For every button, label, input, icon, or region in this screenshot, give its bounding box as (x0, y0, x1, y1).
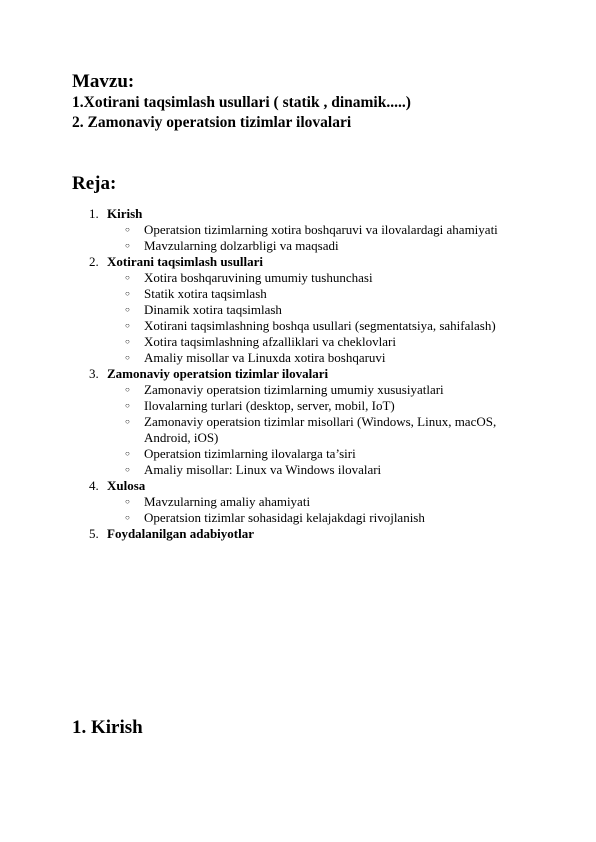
plan-subitem (0, 318, 596, 334)
plan-subitem (0, 446, 596, 462)
subitem-text: Statik xotira taqsimlash (144, 286, 267, 301)
plan-subitem (0, 238, 596, 254)
section-number: 4. (89, 478, 99, 493)
subitem-text: Xotira boshqaruvining umumiy tushunchasi (144, 270, 373, 285)
circle-bullet-icon: ○ (125, 401, 130, 410)
section-title: Zamonaviy operatsion tizimlar ilovalari (107, 366, 329, 381)
circle-bullet-icon: ○ (125, 241, 130, 250)
subitem-text: Amaliy misollar va Linuxda xotira boshqaruvi (144, 350, 386, 365)
plan-subitem (0, 398, 596, 414)
subitem-text: Mavzularning amaliy ahamiyati (144, 494, 311, 509)
subitem-text: Xotirani taqsimlashning boshqa usullari (segmentatsiya, sahifalash) (144, 318, 496, 333)
section-number: 5. (89, 526, 99, 541)
plan-section (0, 206, 596, 222)
plan-subitem (0, 334, 596, 350)
subitem-text: Operatsion tizimlarning xotira boshqaruvi va ilovalardagi ahamiyati (144, 222, 498, 237)
plan-subitem (0, 462, 596, 478)
plan-subitem (0, 222, 596, 238)
subitem-text: Zamonaviy operatsion tizimlarning umumiy xususiyatlari (144, 382, 444, 397)
section-title: Kirish (107, 206, 143, 221)
section-title: Xulosa (107, 478, 146, 493)
subitem-text: Ilovalarning turlari (desktop, server, mobil, IoT) (144, 398, 395, 413)
subitem-text: Xotira taqsimlashning afzalliklari va cheklovlari (144, 334, 396, 349)
subitem-text: Operatsion tizimlarning ilovalarga ta’siri (144, 446, 356, 461)
plan-subitem (0, 494, 596, 510)
section-number: 3. (89, 366, 99, 381)
topic-2: 2. Zamonaviy operatsion tizimlar ilovalari (72, 114, 352, 131)
section-title: Xotirani taqsimlash usullari (107, 254, 264, 269)
circle-bullet-icon: ○ (125, 513, 130, 522)
section-number: 1. (89, 206, 99, 221)
circle-bullet-icon: ○ (125, 449, 130, 458)
plan-section (0, 254, 596, 270)
circle-bullet-icon: ○ (125, 225, 130, 234)
circle-bullet-icon: ○ (125, 385, 130, 394)
plan-subitem (0, 382, 596, 398)
circle-bullet-icon: ○ (125, 465, 130, 474)
subitem-text: Zamonaviy operatsion tizimlar misollari (Windows, Linux, macOS, Android, iOS) (144, 414, 497, 445)
circle-bullet-icon: ○ (125, 273, 130, 282)
plan-list (0, 206, 596, 542)
mavzu-label: Mavzu: (72, 71, 135, 92)
subitem-text: Dinamik xotira taqsimlash (144, 302, 282, 317)
circle-bullet-icon: ○ (125, 321, 130, 330)
plan-section (0, 526, 596, 542)
plan-subitem (0, 270, 596, 286)
subitem-text: Operatsion tizimlar sohasidagi kelajakdagi rivojlanish (144, 510, 425, 525)
circle-bullet-icon: ○ (125, 497, 130, 506)
subitem-text: Mavzularning dolzarbligi va maqsadi (144, 238, 339, 253)
circle-bullet-icon: ○ (125, 353, 130, 362)
section-number: 2. (89, 254, 99, 269)
plan-subitem (0, 414, 596, 446)
plan-section (0, 366, 596, 382)
reja-label: Reja: (72, 173, 117, 194)
plan-subitem (0, 302, 596, 318)
circle-bullet-icon: ○ (125, 305, 130, 314)
circle-bullet-icon: ○ (125, 417, 130, 426)
section-title: Foydalanilgan adabiyotlar (107, 526, 254, 541)
plan-section (0, 478, 596, 494)
plan-subitem (0, 510, 596, 526)
circle-bullet-icon: ○ (125, 289, 130, 298)
plan-subitem (0, 286, 596, 302)
plan-subitem (0, 350, 596, 366)
kirish-heading: 1. Kirish (72, 717, 143, 738)
topic-1: 1.Xotirani taqsimlash usullari ( statik , dinamik.....) (72, 94, 411, 111)
circle-bullet-icon: ○ (125, 337, 130, 346)
subitem-text: Amaliy misollar: Linux va Windows ilovalari (144, 462, 382, 477)
